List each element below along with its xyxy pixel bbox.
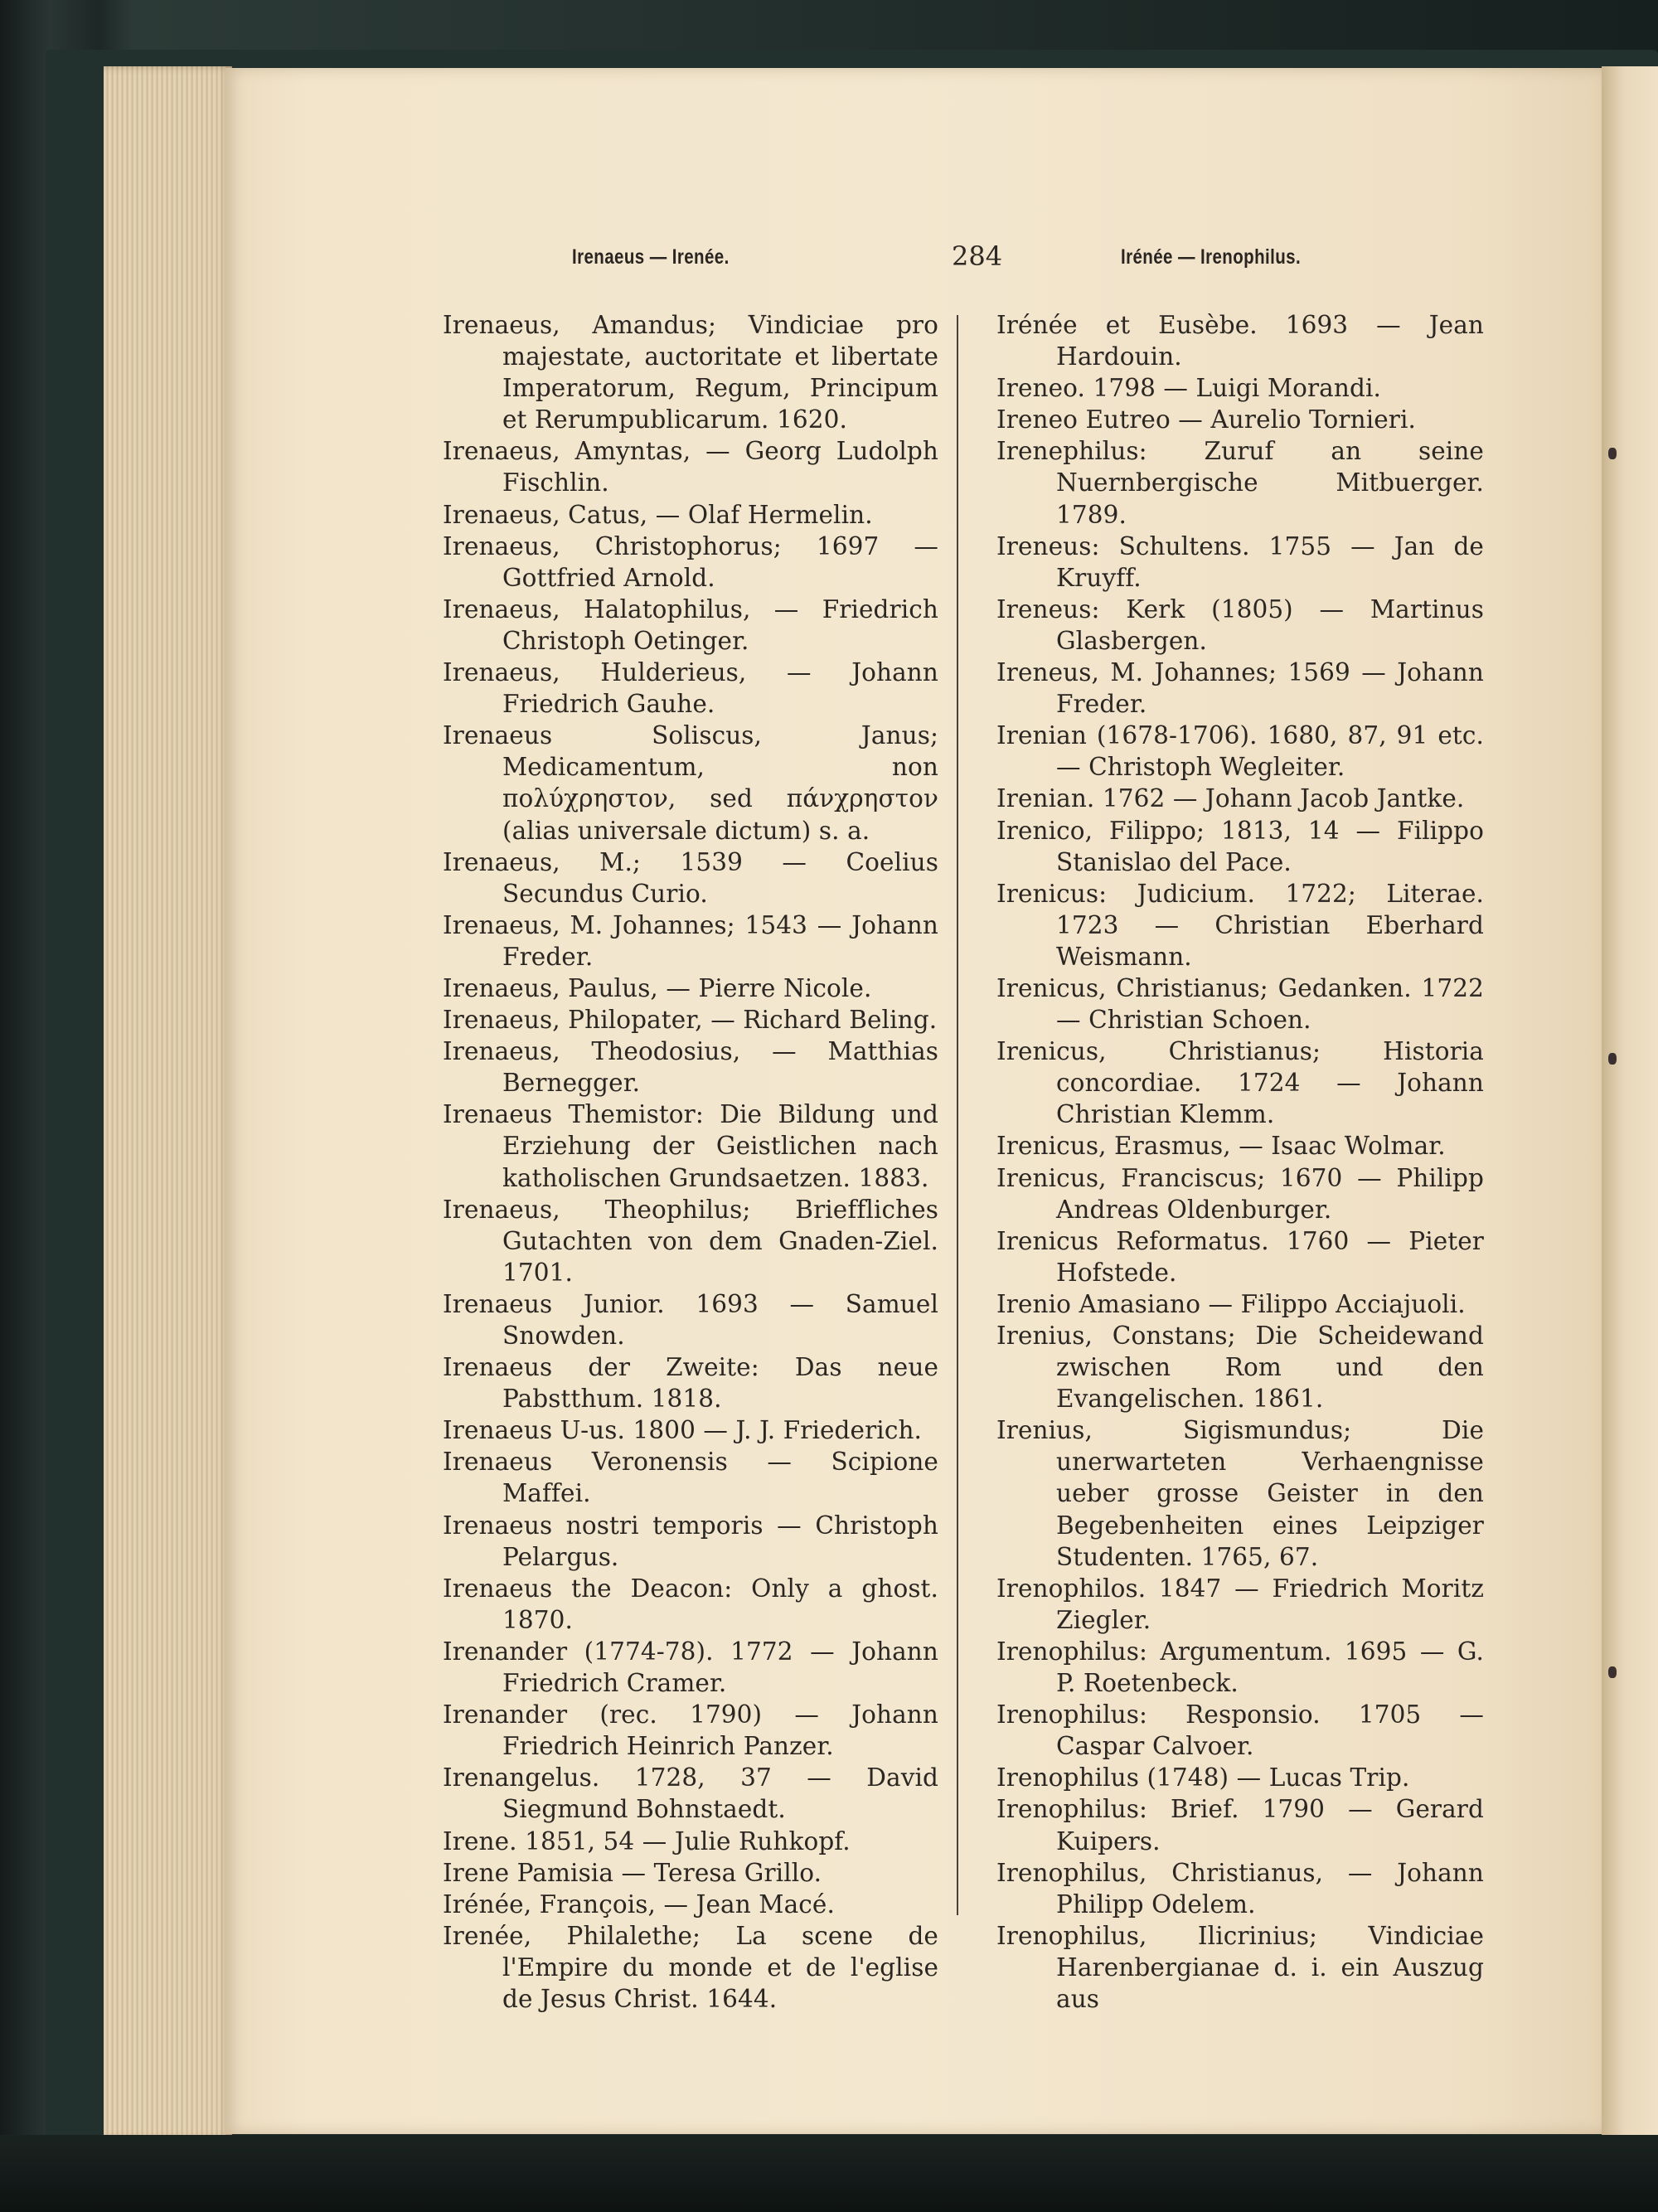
index-entry: Ireneus, M. Johannes; 1569 — Johann Freder. [996, 658, 1484, 719]
margin-mark [1608, 1053, 1617, 1065]
left-column [443, 309, 938, 2015]
index-entry: Irenian. 1762 — Johann Jacob Jantke. [996, 784, 1465, 813]
index-entry: Irenander (rec. 1790) — Johann Friedrich Heinrich Panzer. [443, 1700, 938, 1761]
index-entry: Irenophilus (1748) — Lucas Trip. [996, 1763, 1410, 1792]
index-entry: Ireneus: Kerk (1805) — Martinus Glasbergen. [996, 594, 1484, 655]
index-entry: Ireneus: Schultens. 1755 — Jan de Kruyff. [996, 531, 1484, 592]
index-entry: Irenaeus, Christophorus; 1697 — Gottfried Arnold. [443, 531, 938, 592]
index-entry: Irenicus: Judicium. 1722; Literae. 1723 — Christian Eberhard Weismann. [996, 879, 1484, 971]
bottom-shadow [0, 2135, 1658, 2212]
running-head-right: Irénée — Irenophilus. [1121, 245, 1302, 269]
right-column [996, 309, 1484, 2015]
index-entry: Irenophilos. 1847 — Friedrich Moritz Ziegler. [996, 1574, 1484, 1634]
index-entry: Irenée, Philalethe; La scene de l'Empire du monde et de l'eglise de Jesus Christ. 1644. [443, 1921, 938, 2013]
index-entry: Irenaeus, M. Johannes; 1543 — Johann Freder. [443, 910, 938, 971]
index-entry: Irenius, Sigismundus; Die unerwarteten Verhaengnisse ueber grosse Geister in den Begebenheiten eines Leipziger Studenten. 1765, 67. [996, 1416, 1484, 1571]
index-entry: Irenaeus, Theodosius, — Matthias Bernegger. [443, 1037, 938, 1098]
index-entry: Irenaeus Soliscus, Janus; Medicamentum, non πολύχρηστον, sed πάνχρηστον (alias universale dictum) s. a. [443, 721, 938, 845]
margin-mark [1608, 1666, 1617, 1678]
index-entry: Irenaeus, Amyntas, — Georg Ludolph Fischlin. [443, 437, 938, 497]
index-entry: Irenicus, Franciscus; 1670 — Philipp Andreas Oldenburger. [996, 1163, 1484, 1224]
index-entry: Irene Pamisia — Teresa Grillo. [443, 1858, 822, 1887]
index-entry: Irenophilus, Christianus, — Johann Philipp Odelem. [996, 1858, 1484, 1919]
index-entry: Irenaeus Junior. 1693 — Samuel Snowden. [443, 1289, 938, 1350]
index-entry: Irenophilus: Brief. 1790 — Gerard Kuipers. [996, 1795, 1484, 1855]
index-entry: Irenicus, Erasmus, — Isaac Wolmar. [996, 1132, 1446, 1161]
column-divider [957, 315, 958, 1915]
index-entry: Irenaeus, Theophilus; Brieffliches Gutachten von dem Gnaden-Ziel. 1701. [443, 1195, 938, 1287]
index-entry: Irenian (1678-1706). 1680, 87, 91 etc. — Christoph Wegleiter. [996, 721, 1484, 782]
index-entry: Irenicus, Christianus; Historia concordiae. 1724 — Johann Christian Klemm. [996, 1037, 1484, 1129]
index-entry: Irenicus Reformatus. 1760 — Pieter Hofstede. [996, 1226, 1484, 1287]
index-entry: Irenaeus, M.; 1539 — Coelius Secundus Curio. [443, 847, 938, 908]
index-entry: Irenaeus, Hulderieus, — Johann Friedrich Gauhe. [443, 658, 938, 719]
index-entry: Irénée, François, — Jean Macé. [443, 1889, 835, 1919]
index-entry: Irenaeus the Deacon: Only a ghost. 1870. [443, 1574, 938, 1634]
index-entry: Irenaeus, Catus, — Olaf Hermelin. [443, 500, 873, 529]
index-entry: Irenio Amasiano — Filippo Acciajuoli. [996, 1289, 1466, 1318]
index-entry: Irenophilus: Responsio. 1705 — Caspar Calvoer. [996, 1700, 1484, 1761]
index-entry: Irenicus, Christianus; Gedanken. 1722 — Christian Schoen. [996, 973, 1484, 1035]
index-entry: Irénée et Eusèbe. 1693 — Jean Hardouin. [996, 311, 1484, 371]
index-entry: Irenaeus U-us. 1800 — J. J. Friederich. [443, 1416, 923, 1445]
adjacent-page-edge [1602, 66, 1658, 2139]
running-head-left: Irenaeus — Irenée. [572, 245, 730, 269]
page-number: 284 [952, 240, 1003, 272]
index-entry: Irenephilus: Zuruf an seine Nuernbergische Mitbuerger. 1789. [996, 437, 1484, 529]
index-entry: Ireneo. 1798 — Luigi Morandi. [996, 374, 1381, 403]
index-entry: Ireneo Eutreo — Aurelio Tornieri. [996, 405, 1416, 434]
index-entry: Irenaeus der Zweite: Das neue Pabstthum. 1818. [443, 1353, 938, 1414]
running-head [225, 240, 1602, 279]
index-entry: Irenico, Filippo; 1813, 14 — Filippo Stanislao del Pace. [996, 816, 1484, 876]
index-entry: Irenius, Constans; Die Scheidewand zwischen Rom und den Evangelischen. 1861. [996, 1322, 1484, 1414]
margin-mark [1608, 448, 1617, 459]
index-entry: Irenaeus Veronensis — Scipione Maffei. [443, 1448, 938, 1508]
index-entry: Irenophilus, Ilicrinius; Vindiciae Harenbergianae d. i. ein Auszug aus [996, 1921, 1484, 2013]
page-edges [104, 66, 232, 2139]
index-entry: Irenaeus, Philopater, — Richard Beling. [443, 1006, 938, 1035]
index-entry: Irenaeus, Paulus, — Pierre Nicole. [443, 973, 872, 1002]
index-entry: Irenaeus, Amandus; Vindiciae pro majestate, auctoritate et libertate Imperatorum, Regum, Principum et Rerumpublicarum. 1620. [443, 311, 938, 434]
index-entry: Irenaeus Themistor: Die Bildung und Erziehung der Geistlichen nach katholischen Grundsaetzen. 1883. [443, 1100, 938, 1192]
index-entry: Irenophilus: Argumentum. 1695 — G. P. Roetenbeck. [996, 1637, 1484, 1698]
index-entry: Irenaeus nostri temporis — Christoph Pelargus. [443, 1511, 938, 1571]
index-entry: Irenangelus. 1728, 37 — David Siegmund Bohnstaedt. [443, 1763, 938, 1824]
index-entry: Irene. 1851, 54 — Julie Ruhkopf. [443, 1826, 851, 1855]
index-entry: Irenaeus, Halatophilus, — Friedrich Christoph Oetinger. [443, 594, 938, 655]
index-entry: Irenander (1774-78). 1772 — Johann Friedrich Cramer. [443, 1637, 938, 1698]
